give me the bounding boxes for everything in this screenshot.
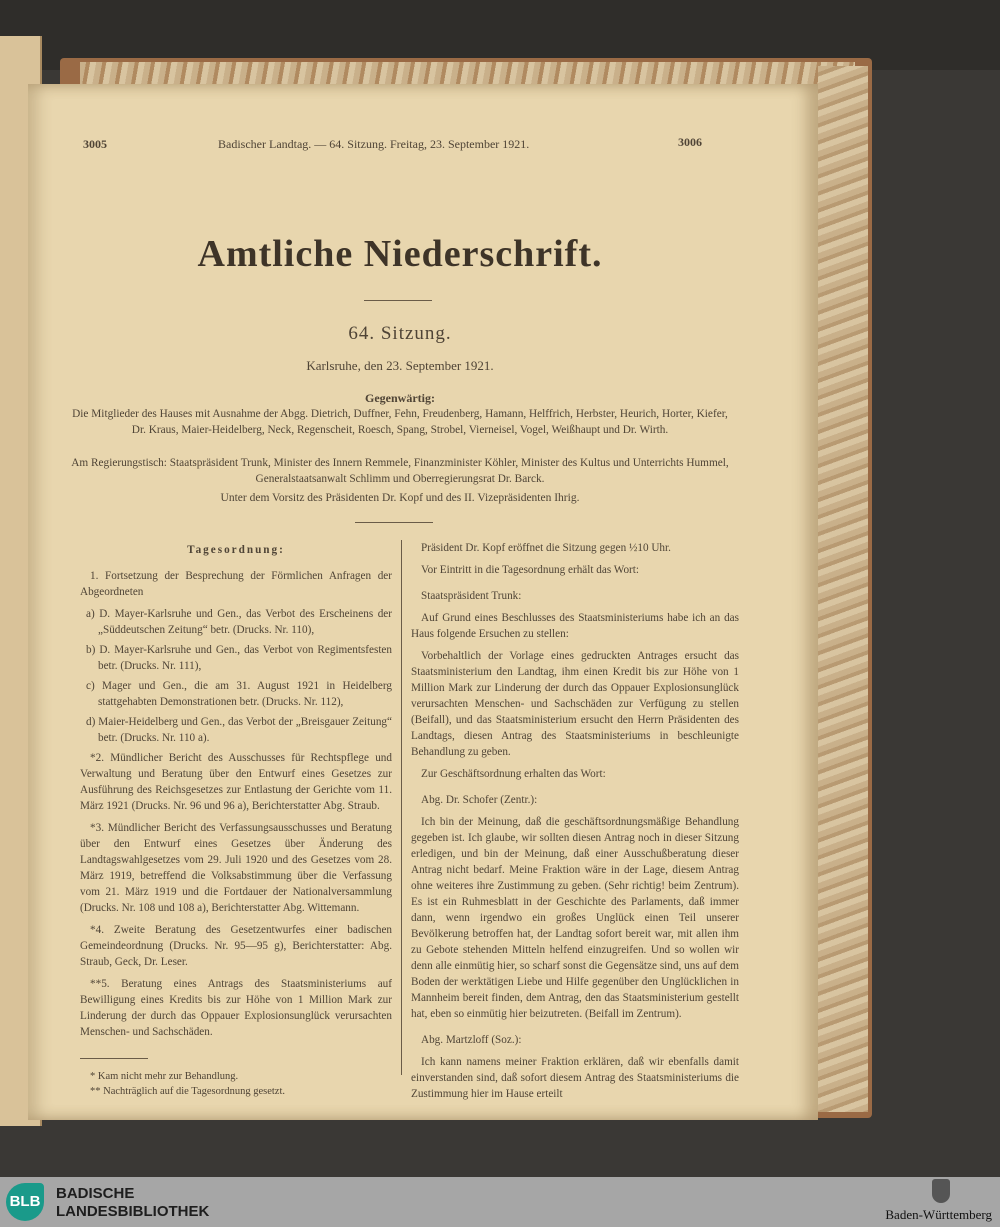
agenda-item: 1. Fortsetzung der Besprechung der Förmlichen Anfragen der Abgeordneten bbox=[80, 570, 392, 598]
agenda-item: *2. Mündlicher Bericht des Ausschusses für Rechtspflege und Verwaltung und Beratung über den Entwurf eines Gesetzes zur Ausführung des Reichsgesetzes zur Entlastung der Gerichte vom 11. März 1921 (Drucks. Nr. 96 und 96 a), Berichterstatter Abg. Straub. bbox=[80, 752, 392, 812]
proceedings-text: Vor Eintritt in die Tagesordnung erhält das Wort: bbox=[421, 564, 639, 576]
marbled-edge-right bbox=[818, 66, 868, 1112]
proceedings-text: Ich bin der Meinung, daß die geschäftsordnungsmäßige Behandlung gegeben ist. Ich glaube, wir sollten diesen Antrag noch in dieser Sitzung erledigen, und bin der Meinung, daß einer Ausschußberatung dieser Antrag nicht bedarf. Meine Fraktion wäre in der Lage, diesem Antrag ohne weiteres ihre Zustimmung zu geben. (Sehr richtig! beim Zentrum). Es ist ein Ruhmesblatt in der Geschichte des Parlaments, daß immer dann, wenn irgendwo ein großes Unglück einen Teil unserer Bevölkerung betroffen hat, der Landtag sofort bereit war, mit allen ihm zu Gebote stehenden Mitteln helfend einzugreifen. Und so wollen wir denn alle einmütig hier, so scharf sonst die Gegensätze sind, uns auf dem Boden der werktätigen Liebe und Hilfe gegenüber den Unglücklichen in Mannheim bereit finden, dem Antrag, den das Staatsministerium gestellt hat, eben so einmütig hier beizutreten. (Beifall im Zentrum). bbox=[411, 816, 739, 1020]
chair-line: Unter dem Vorsitz des Präsidenten Dr. Kopf und des II. Vizepräsidenten Ihrig. bbox=[220, 492, 580, 504]
running-title: Badischer Landtag. — 64. Sitzung. Freitag, 23. September 1921. bbox=[218, 137, 530, 151]
agenda-subitem: a) D. Mayer-Karlsruhe und Gen., das Verbot des Erscheinens der „Süddeutschen Zeitung“ betr. (Drucks. Nr. 110), bbox=[86, 608, 392, 636]
agenda-item: **5. Beratung eines Antrags des Staatsministeriums auf Bewilligung eines Kredits bis zur Höhe von 1 Million Mark zur Linderung der durch das Oppauer Explosionsunglück verursachten Menschen- und Sachschäden. bbox=[80, 978, 392, 1038]
library-name-line: LANDESBIBLIOTHEK bbox=[56, 1203, 210, 1220]
proceedings-text: Vorbehaltlich der Vorlage eines gedruckten Antrages ersucht das Staatsministerium den Landtag, ihm einen Kredit bis zur Höhe von 1 Million Mark zur Linderung der durch das Oppauer Explosionsunglück verursachten Menschen- und Sachschäden zur Verfügung zu stellen (Beifall), und das Staatsministerium ersucht den Herrn Präsidenten des Landtags, diesen Antrag des Staatsministeriums in beschleunigte Behandlung zu geben. bbox=[411, 650, 739, 758]
government-bench: Am Regierungstisch: Staatspräsident Trunk, Minister des Innern Remmele, Finanzminister Köhler, Minister des Kultus und Unterrichts Hummel, Generalstaatsanwalt Schlimm und Oberregierungsrat Dr. Barck. bbox=[71, 457, 729, 485]
agenda-subitem: c) Mager und Gen., die am 31. August 1921 in Heidelberg stattgehabten Demonstrationen betr. (Drucks. Nr. 112), bbox=[86, 680, 392, 708]
agenda-heading: Tagesordnung: bbox=[187, 544, 285, 556]
speaker-line: Abg. Dr. Schofer (Zentr.): bbox=[421, 794, 538, 806]
marbled-edge-top bbox=[80, 62, 855, 84]
agenda-subitem: d) Maier-Heidelberg und Gen., das Verbot der „Breisgauer Zeitung“ betr. (Drucks. Nr. 110 a). bbox=[86, 716, 392, 744]
footnote: ** Nachträglich auf die Tagesordnung gesetzt. bbox=[90, 1086, 286, 1097]
present-members: Die Mitglieder des Hauses mit Ausnahme der Abgg. Dietrich, Duffner, Fehn, Freudenberg, Hamann, Helffrich, Herbster, Heurich, Horter, Kiefer, Dr. Kraus, Maier-Heidelberg, Neck, Regenscheit, Roesch, Spang, Strobel, Vierneisel, Vogel, Weißhaupt und Dr. Wirth. bbox=[72, 408, 728, 436]
coat-of-arms-icon bbox=[932, 1179, 950, 1203]
blb-logo[interactable]: BLB bbox=[6, 1183, 44, 1221]
viewer-footer-bar bbox=[0, 1177, 1000, 1227]
divider bbox=[355, 522, 433, 523]
footnote-divider bbox=[80, 1058, 148, 1059]
proceedings-column bbox=[411, 540, 739, 1108]
proceedings-text: Ich kann namens meiner Fraktion erklären, daß wir ebenfalls damit einverstanden sind, daß sofort diesem Antrag des Staatsministeriums die Zustimmung hier im Hause erteilt bbox=[411, 1056, 739, 1100]
agenda-subitem: b) D. Mayer-Karlsruhe und Gen., das Verbot von Regimentsfesten betr. (Drucks. Nr. 111), bbox=[86, 644, 392, 672]
session-title: 64. Sitzung. bbox=[348, 323, 452, 344]
place-date: Karlsruhe, den 23. September 1921. bbox=[306, 358, 494, 373]
column-divider bbox=[401, 540, 402, 1075]
page-number-left: 3005 bbox=[83, 137, 107, 151]
page-number-right: 3006 bbox=[678, 135, 702, 149]
present-heading: Gegenwärtig: bbox=[365, 391, 435, 405]
speaker-line: Abg. Martzloff (Soz.): bbox=[421, 1034, 522, 1046]
divider bbox=[364, 300, 432, 301]
proceedings-text: Präsident Dr. Kopf eröffnet die Sitzung gegen ½10 Uhr. bbox=[421, 542, 671, 554]
speaker-line: Staatspräsident Trunk: bbox=[421, 590, 522, 602]
state-logo-text[interactable]: Baden-Württemberg bbox=[885, 1207, 992, 1222]
proceedings-text: Zur Geschäftsordnung erhalten das Wort: bbox=[421, 768, 606, 780]
document-title: Amtliche Niederschrift. bbox=[197, 233, 603, 275]
library-name[interactable] bbox=[56, 1185, 209, 1221]
agenda-column bbox=[80, 542, 392, 1105]
agenda-item: *3. Mündlicher Bericht des Verfassungsausschusses und Beratung über den Entwurf eines Gesetzes über Änderung des Landtagswahlgesetzes vom 29. Juli 1920 und des Gesetzes vom 28. März 1919, betreffend die Volksabstimmung über die Verfassung vom 21. März 1919 und die Fortdauer der Nationalversammlung (Drucks. Nr. 108 und 108 a), Berichterstatter Abg. Wittemann. bbox=[80, 822, 392, 914]
proceedings-text: Auf Grund eines Beschlusses des Staatsministeriums habe ich an das Haus folgende Ersuchen zu stellen: bbox=[411, 612, 739, 640]
agenda-item: *4. Zweite Beratung des Gesetzentwurfes einer badischen Gemeindeordnung (Drucks. Nr. 95—95 g), Berichterstatter: Abg. Straub, Geck, Dr. Leser. bbox=[80, 924, 392, 968]
footnote: * Kam nicht mehr zur Behandlung. bbox=[90, 1071, 239, 1082]
library-name-line: BADISCHE bbox=[56, 1185, 135, 1202]
